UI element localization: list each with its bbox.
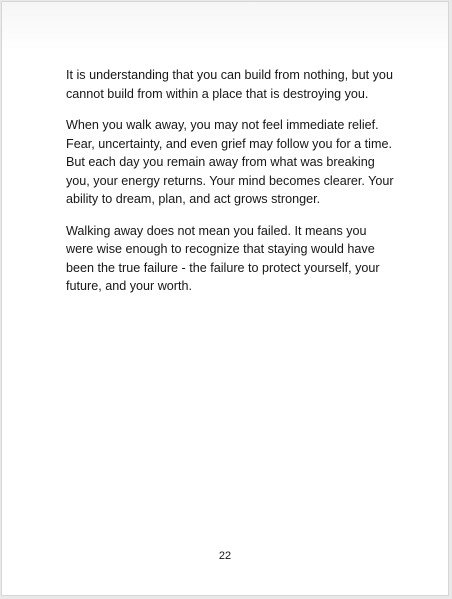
paragraph-2: When you walk away, you may not feel immediate relief. Fear, uncertainty, and even grief may follow you for a time. But each day you remain away from what was breaking you, your energy returns. Your mind becomes clearer. Your ability to dream, plan, and act grows stronger. bbox=[66, 118, 394, 206]
page-body bbox=[66, 66, 396, 309]
paragraph-3: Walking away does not mean you failed. It means you were wise enough to recognize that staying would have been the true failure - the failure to protect yourself, your future, and your worth. bbox=[66, 223, 380, 293]
document-page bbox=[1, 1, 449, 596]
page-top-shadow bbox=[2, 2, 448, 50]
page-number: 22 bbox=[218, 550, 232, 562]
paragraph-1: It is understanding that you can build from nothing, but you cannot build from within a place that is destroying you. bbox=[66, 68, 393, 101]
